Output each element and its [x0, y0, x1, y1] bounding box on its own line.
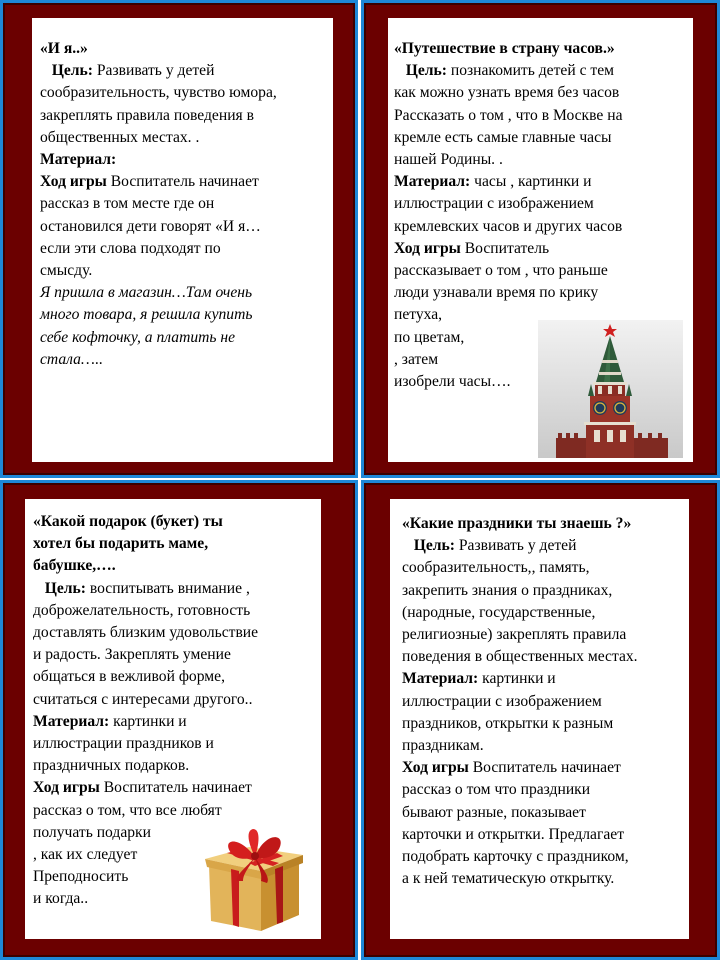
goal-text: и радость. Закреплять умение	[33, 646, 231, 664]
goal-text: сообразительность,, память,	[402, 559, 590, 577]
example-text: Я пришла в магазин…Там очень	[40, 284, 253, 302]
game-label: Ход игры	[40, 173, 107, 191]
card-holidays	[361, 480, 720, 960]
card-title: «И я..»	[40, 40, 88, 57]
material-text: иллюстрации праздников и	[33, 735, 214, 753]
game-text: получать подарки	[33, 823, 151, 841]
game-text: рассказ о том что праздники	[402, 781, 591, 799]
game-text: бывают разные, показывает	[402, 803, 586, 821]
card-text	[402, 513, 638, 890]
card-title-line: хотел бы подарить маме,	[33, 535, 209, 553]
game-text: если эти слова подходят по	[40, 239, 221, 257]
material-label: Материал:	[33, 712, 110, 730]
card-gift	[0, 480, 358, 960]
game-text: Воспитатель начинает	[99, 779, 252, 797]
material-text: кремлевских часов и других часов	[394, 217, 623, 235]
material-label: Материал:	[40, 151, 117, 169]
material-text: праздников, открытки к разным	[402, 714, 614, 732]
game-text: Воспитатель начинает	[106, 173, 259, 191]
goal-label: Цель:	[51, 62, 93, 80]
card-content	[32, 18, 333, 462]
goal-text: закрепить знания о праздниках,	[402, 581, 613, 599]
goal-text: кремле есть самые главные часы	[394, 128, 612, 146]
card-title-line: бабушке,….	[33, 557, 116, 575]
material-label: Материал:	[394, 173, 471, 191]
game-text: карточки и открытки. Предлагает	[402, 825, 625, 843]
goal-text: общаться в вежливой форме,	[33, 668, 225, 686]
material-text: часы , картинки и	[470, 173, 592, 191]
goal-text: Развивать у детей	[92, 62, 215, 80]
goal-text: общественных местах. .	[40, 128, 200, 146]
card-content	[25, 499, 321, 939]
goal-label: Цель:	[405, 62, 447, 80]
game-label: Ход игры	[394, 239, 461, 257]
example-text: много товара, я решила купить	[40, 306, 253, 324]
game-text: петуха,	[394, 306, 443, 324]
game-text: рассказ в том месте где он	[40, 195, 215, 213]
goal-text: Развивать у детей	[454, 537, 577, 555]
game-text: Воспитатель начинает	[468, 759, 621, 777]
goal-text: доставлять близким удовольствие	[33, 624, 259, 642]
goal-text: воспитывать внимание ,	[85, 579, 250, 597]
kremlin-tower-image	[538, 320, 683, 458]
game-text: люди узнавали время по крику	[394, 284, 599, 302]
game-text: изобрели часы….	[394, 373, 511, 391]
game-text: Преподносить	[33, 868, 129, 886]
game-text: и когда..	[33, 890, 89, 908]
goal-label: Цель:	[44, 579, 86, 597]
goal-text: как можно узнать время без часов	[394, 84, 620, 102]
material-text: картинки и	[478, 670, 556, 688]
material-text: картинки и	[109, 712, 187, 730]
game-text: рассказ о том, что все любят	[33, 801, 222, 819]
goal-text: доброжелательность, готовность	[33, 601, 251, 619]
game-text: по цветам,	[394, 328, 465, 346]
material-text: иллюстрации с изображением	[402, 692, 602, 710]
material-text: праздничных подарков.	[33, 757, 190, 775]
goal-text: познакомить детей с тем	[446, 62, 614, 80]
goal-text: (народные, государственные,	[402, 603, 596, 621]
game-text: а к ней тематическую открытку.	[402, 870, 615, 888]
game-text: смысду.	[40, 262, 93, 280]
goal-text: нашей Родины. .	[394, 151, 503, 169]
example-text: себе кофточку, а платить не	[40, 328, 236, 346]
game-label: Ход игры	[402, 759, 469, 777]
goal-label: Цель:	[413, 537, 455, 555]
game-text: остановился дети говорят «И я…	[40, 217, 261, 235]
card-i-ya	[0, 0, 358, 478]
card-text	[40, 38, 277, 371]
goal-text: сообразительность, чувство юмора,	[40, 84, 277, 102]
card-clock-journey	[361, 0, 720, 478]
gift-box-image	[191, 823, 315, 935]
material-label: Материал:	[402, 670, 479, 688]
game-text: подобрать карточку с праздником,	[402, 848, 629, 866]
game-text: Воспитатель	[460, 239, 550, 257]
goal-text: закреплять правила поведения в	[40, 106, 254, 124]
card-title: «Какие праздники ты знаешь ?»	[402, 515, 632, 532]
goal-text: поведения в общественных местах.	[402, 648, 638, 666]
material-text: праздникам.	[402, 737, 484, 755]
card-content	[388, 18, 693, 462]
card-content	[390, 499, 689, 939]
card-title: «Путешествие в страну часов.»	[394, 40, 615, 57]
example-text: стала…	[40, 350, 95, 368]
goal-text: Рассказать о том , что в Москве на	[394, 106, 623, 124]
card-title: «Какой подарок (букет) ты	[33, 513, 223, 530]
game-text: рассказывает о том , что раньше	[394, 262, 608, 280]
game-text: , как их следует	[33, 846, 138, 864]
game-label: Ход игры	[33, 779, 100, 797]
goal-text: считаться с интересами другого..	[33, 690, 253, 708]
example-tail: ..	[94, 350, 103, 368]
game-text: , затем	[394, 350, 439, 368]
material-text: иллюстрации с изображением	[394, 195, 594, 213]
goal-text: религиозные) закреплять правила	[402, 626, 627, 644]
